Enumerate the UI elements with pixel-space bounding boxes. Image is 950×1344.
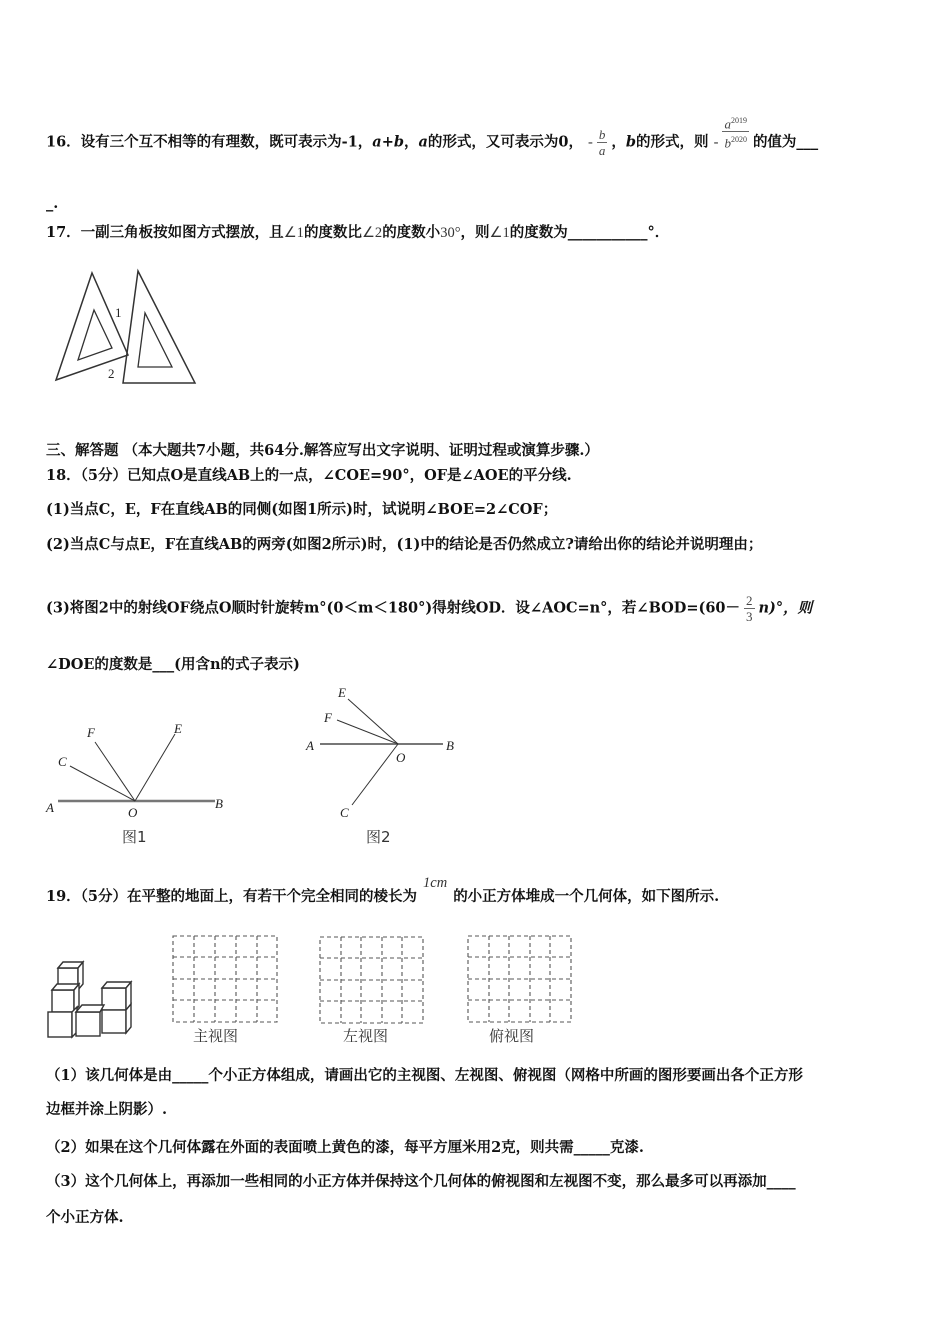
- q16-expr: a+b: [372, 133, 404, 151]
- point-label: A: [306, 738, 314, 753]
- angle-label-1: 1: [115, 305, 122, 320]
- degree-value: 30°: [440, 225, 461, 241]
- point-label: O: [396, 750, 406, 765]
- point-label: F: [87, 725, 95, 740]
- q16-var: a: [418, 133, 428, 151]
- q17-text: 的度数比: [303, 224, 362, 241]
- unit: 1cm: [423, 875, 448, 891]
- q16-text: 的形式，又可表示为0，: [427, 133, 583, 151]
- top-view-caption: 俯视图: [489, 1027, 535, 1045]
- q18-part-1: (1)当点C，E，F在直线AB的同侧(如图1所示)时，试说明∠BOE=2∠COF；: [46, 501, 558, 518]
- point-label: B: [215, 796, 223, 811]
- q17-text: °．: [647, 224, 670, 241]
- left-view-grid[interactable]: [320, 937, 423, 1023]
- q18-part-3: [46, 593, 812, 624]
- q19-part-1: （1）该几何体是由_____个小正方体组成，请画出它的主视图、左视图、俯视图（网格中所画的图形要画出各个正方形: [46, 1067, 803, 1084]
- point-label: E: [174, 721, 182, 736]
- denominator: 3: [746, 609, 753, 624]
- minus-sign: -: [713, 134, 719, 151]
- q18-text: n)°，则: [758, 599, 813, 617]
- top-view-grid[interactable]: [468, 936, 571, 1022]
- angle: ∠1: [489, 225, 510, 241]
- triangle-rulers-figure: [50, 265, 200, 390]
- q16-text: ，: [403, 133, 419, 151]
- point-label: C: [58, 754, 67, 769]
- figure-2-caption: 图2: [366, 828, 391, 846]
- q19-text: 19．（5分）在平整的地面上，有若干个完全相同的棱长为: [46, 888, 418, 905]
- q19-part-1-cont: 边框并涂上阴影）.: [46, 1101, 168, 1118]
- angle: ∠2: [361, 225, 383, 241]
- question-17: [46, 223, 669, 243]
- numerator: b: [598, 127, 606, 142]
- exponent: 2020: [730, 135, 747, 144]
- q16-text: ，: [611, 133, 626, 151]
- point-label: A: [46, 800, 54, 815]
- q17-text: ，则: [460, 224, 490, 241]
- point-label: C: [340, 805, 349, 820]
- question-19: [46, 875, 720, 907]
- angle-label-2: 2: [108, 366, 115, 381]
- q16-text: 16．设有三个互不相等的有理数，既可表示为-1，: [46, 133, 373, 151]
- fraction-b-over-a: [597, 127, 608, 158]
- front-view-caption: 主视图: [193, 1027, 239, 1045]
- question-16: [46, 115, 819, 158]
- fraction-power: [722, 113, 749, 151]
- numerator: a: [724, 116, 731, 131]
- front-view-grid[interactable]: [173, 936, 277, 1022]
- point-label: E: [338, 685, 346, 700]
- denominator: a: [598, 143, 606, 158]
- q16-var: b: [625, 133, 637, 151]
- figure-1-caption: 图1: [122, 828, 147, 846]
- point-label: F: [324, 710, 332, 725]
- exponent: 2019: [730, 115, 747, 125]
- section-heading: 三、解答题 （本大题共7小题，共64分.解答应写出文字说明、证明过程或演算步骤.）: [46, 442, 599, 459]
- q16-text: 的值为___: [752, 133, 819, 151]
- q19-text: 的小正方体堆成一个几何体，如下图所示.: [453, 888, 720, 905]
- point-label: B: [446, 738, 454, 753]
- q16-tail: _.: [46, 195, 59, 212]
- q17-text: 17．一副三角板按如图方式摆放，且: [46, 224, 284, 241]
- q19-part-3-cont: 个小正方体.: [46, 1209, 124, 1226]
- angle: ∠1: [283, 225, 304, 241]
- q17-text: 的度数为___________: [509, 224, 648, 241]
- figure-2: [300, 680, 470, 825]
- q16-text: 的形式，则: [636, 133, 709, 151]
- q18-part-2: (2)当点C与点E，F在直线AB的两旁(如图2所示)时，(1)中的结论是否仍然成立?请给出你的结论并说明理由；: [46, 536, 763, 553]
- q18-part-3-cont: ∠DOE的度数是___(用含n的式子表示): [46, 656, 300, 673]
- fraction-two-thirds: [744, 593, 755, 624]
- view-grids: [170, 934, 580, 1026]
- q17-text: 的度数小: [382, 224, 441, 241]
- point-label: O: [128, 805, 138, 820]
- q19-part-3: （3）这个几何体上，再添加一些相同的小正方体并保持这个几何体的俯视图和左视图不变，那么最多可以再添加____: [46, 1173, 796, 1190]
- left-view-caption: 左视图: [343, 1027, 389, 1045]
- q19-part-2: （2）如果在这个几何体露在外面的表面喷上黄色的漆，每平方厘米用2克，则共需_____克漆.: [46, 1139, 644, 1156]
- minus-sign: -: [588, 134, 593, 151]
- cube-stack-figure: [46, 958, 136, 1043]
- denominator: b: [724, 135, 731, 151]
- question-18: 18．（5分）已知点O是直线AB上的一点，∠COE=90°，OF是∠AOE的平分线.: [46, 467, 572, 484]
- numerator: 2: [746, 593, 753, 608]
- q18-text: (3)将图2中的射线OF绕点O顺时针旋转m°(0＜m＜180°)得射线OD．设∠AOC=n°，若∠BOD=(60－: [46, 599, 741, 617]
